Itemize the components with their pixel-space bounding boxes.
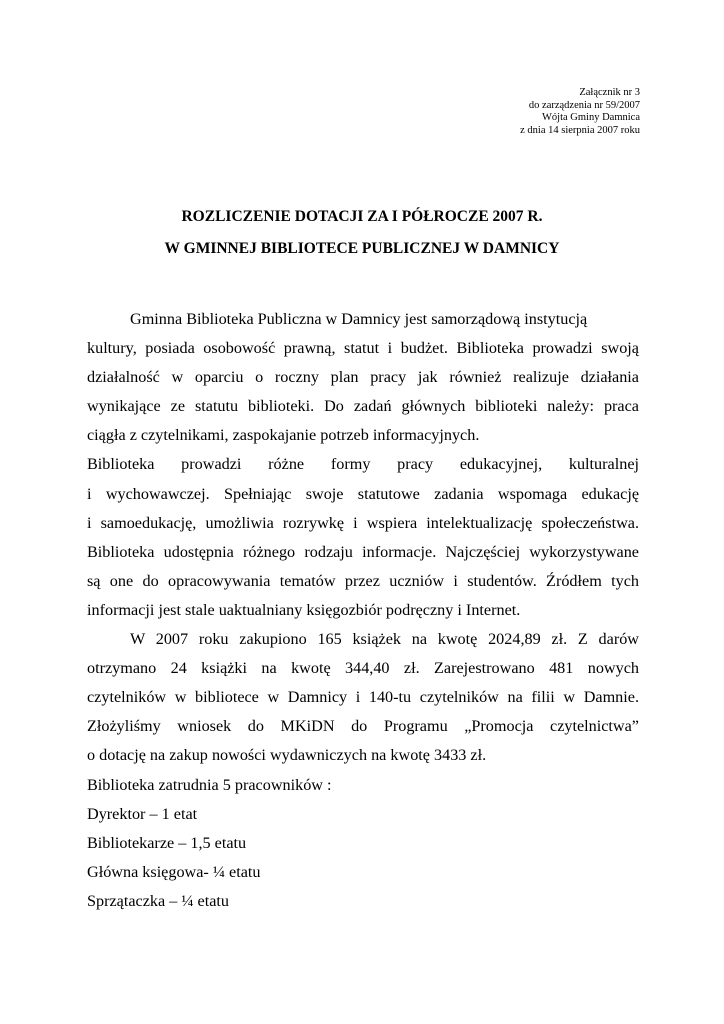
body-line: ciągła z czytelnikami, zaspokajanie potrzeb informacyjnych. bbox=[87, 426, 480, 445]
body-line: kultury, posiada osobowość prawną, statut i budżet. Biblioteka prowadzi swoją bbox=[87, 339, 639, 358]
annex-note-line: Załącznik nr 3 bbox=[579, 87, 640, 98]
annex-note-line: do zarządzenia nr 59/2007 bbox=[528, 99, 640, 111]
body-line: i samoedukację, umożliwia rozrywkę i wspiera intelektualizację społeczeństwa. bbox=[87, 513, 639, 532]
body-line: Biblioteka prowadzi różne formy pracy edukacyjnej, kulturalnej bbox=[87, 455, 639, 474]
staff-line: Sprzątaczka – ¼ etatu bbox=[87, 891, 230, 910]
staff-line: Bibliotekarze – 1,5 etatu bbox=[87, 833, 247, 852]
body-line: wynikające ze statutu biblioteki. Do zadań głównych biblioteki należy: praca bbox=[87, 397, 639, 416]
annex-note-line: Wójta Gminy Damnica bbox=[542, 112, 640, 123]
body-line: Gminna Biblioteka Publiczna w Damnicy jest samorządową instytucją bbox=[130, 310, 588, 328]
body-line: o dotację na zakup nowości wydawniczych na kwotę 3433 zł. bbox=[87, 746, 487, 765]
staff-line: Dyrektor – 1 etat bbox=[87, 804, 198, 823]
staff-line: Główna księgowa- ¼ etatu bbox=[87, 862, 261, 881]
body-line: i wychowawczej. Spełniając swoje statutowe zadania wspomaga edukację bbox=[87, 484, 639, 503]
annex-note bbox=[520, 87, 640, 137]
body-line: działalność w oparciu o roczny plan pracy jak również realizuje działania bbox=[87, 368, 639, 387]
annex-note-line: z dnia 14 sierpnia 2007 roku bbox=[520, 124, 640, 136]
document-title-line-2: W GMINNEJ BIBLIOTECE PUBLICZNEJ W DAMNICY bbox=[164, 240, 560, 257]
body-line: W 2007 roku zakupiono 165 książek na kwotę 2024,89 zł. Z darów bbox=[130, 630, 639, 649]
body-line: Biblioteka zatrudnia 5 pracowników : bbox=[87, 775, 332, 794]
document-title-line-1: ROZLICZENIE DOTACJI ZA I PÓŁROCZE 2007 R. bbox=[181, 208, 543, 225]
body-line: otrzymano 24 książki na kwotę 344,40 zł. Zarejestrowano 481 nowych bbox=[87, 659, 639, 678]
body-line: czytelników w bibliotece w Damnicy i 140-tu czytelników na filii w Damnie. bbox=[87, 688, 639, 707]
body-line: informacji jest stale uaktualniany księgozbiór podręczny i Internet. bbox=[87, 600, 521, 619]
body-line: Biblioteka udostępnia różnego rodzaju informacje. Najczęściej wykorzystywane bbox=[87, 542, 639, 561]
body-line: Złożyliśmy wniosek do MKiDN do Programu „Promocja czytelnictwa” bbox=[87, 717, 639, 736]
document-body bbox=[87, 305, 639, 916]
body-line: są one do opracowywania tematów przez uczniów i studentów. Źródłem tych bbox=[87, 571, 639, 590]
